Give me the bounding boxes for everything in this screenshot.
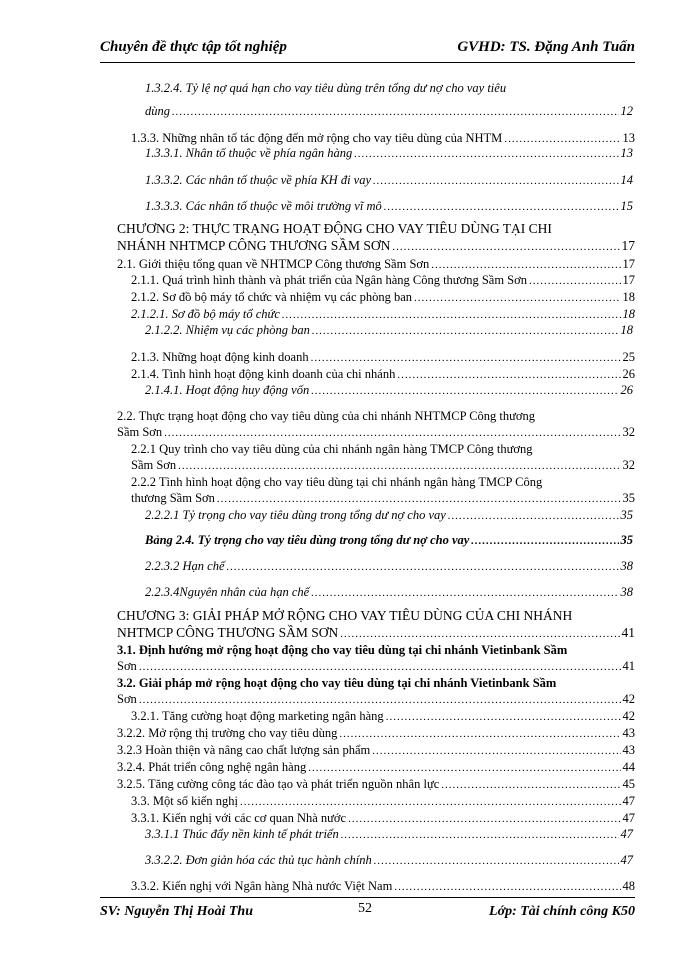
toc-entry[interactable]: 2.1.2.1. Sơ đồ bộ máy tổ chức ..... 18 bbox=[131, 306, 635, 323]
leader-dots bbox=[139, 692, 621, 708]
toc-entry[interactable]: 3.3.2.2. Đơn giản hóa các thủ tục hành chính ..... 47 bbox=[145, 852, 633, 869]
toc-page-number: 42 bbox=[622, 709, 635, 723]
toc-page-number: 14 bbox=[620, 173, 633, 187]
toc-entry[interactable]: 1.3.3.2. Các nhân tố thuộc về phía KH đi vay ..... 14 bbox=[145, 172, 633, 189]
leader-dots bbox=[282, 307, 621, 323]
toc-page-number: 17 bbox=[621, 238, 635, 253]
toc-page-number: 38 bbox=[620, 559, 633, 573]
leader-dots bbox=[312, 323, 619, 339]
toc-entry[interactable]: 2.2.3.2 Hạn chế ..... 38 bbox=[145, 558, 633, 575]
leader-dots bbox=[348, 811, 620, 827]
toc-page-number: 42 bbox=[622, 692, 635, 706]
leader-dots bbox=[431, 257, 620, 273]
toc-page-number: 47 bbox=[620, 853, 633, 867]
toc-entry[interactable]: Sơn ..... 41 bbox=[117, 658, 635, 675]
toc-entry[interactable]: 3.2.2. Mở rộng thị trường cho vay tiêu dùng ..... 43 bbox=[117, 725, 635, 742]
leader-dots bbox=[394, 879, 620, 895]
toc-entry[interactable]: 1.3.3.1. Nhân tố thuộc về phía ngân hàng ..... 13 bbox=[145, 145, 633, 162]
toc-page-number: 32 bbox=[622, 458, 635, 472]
chapter-heading: CHƯƠNG 2: THỰC TRẠNG HOẠT ĐỘNG CHO VAY TIÊU DÙNG TẠI CHI bbox=[117, 221, 552, 236]
toc-page-number: 35 bbox=[620, 508, 633, 522]
header-title: Chuyên đề thực tập tốt nghiệp bbox=[100, 39, 287, 55]
toc-page-number: 15 bbox=[620, 199, 633, 213]
header-advisor: GVHD: TS. Đặng Anh Tuấn bbox=[457, 39, 635, 55]
toc-entry-text: 2.2.2 Tình hình hoạt động cho vay tiêu dùng tại chi nhánh ngân hàng TMCP Công bbox=[131, 475, 543, 489]
toc-entry[interactable]: Sầm Sơn ..... 32 bbox=[131, 457, 635, 474]
toc-page-number: 17 bbox=[622, 273, 635, 287]
leader-dots bbox=[139, 659, 621, 675]
leader-dots bbox=[339, 726, 620, 742]
toc-page-number: 41 bbox=[621, 625, 635, 640]
toc-entry-text: 3.2. Giải pháp mở rộng hoạt động cho vay tiêu dùng tại chi nhánh Vietinbank Sầm bbox=[117, 676, 557, 690]
leader-dots bbox=[373, 173, 618, 189]
toc-page-number: 43 bbox=[622, 743, 635, 757]
toc-entry[interactable]: 3.2.5. Tăng cường công tác đào tạo và phát triển nguồn nhân lực ..... 45 bbox=[117, 776, 635, 793]
toc-page-number: 48 bbox=[622, 879, 635, 893]
toc-entry[interactable]: Sầm Sơn ..... 32 bbox=[117, 424, 635, 441]
leader-dots bbox=[529, 273, 621, 289]
leader-dots bbox=[372, 743, 620, 759]
toc-page-number: 26 bbox=[622, 367, 635, 381]
toc-page-number: 17 bbox=[622, 257, 635, 271]
toc-entry[interactable]: Bảng 2.4. Tỷ trọng cho vay tiêu dùng trong tổng dư nợ cho vay ..... 35 bbox=[145, 532, 633, 549]
leader-dots bbox=[240, 794, 621, 810]
toc-entry[interactable]: NHTMCP CÔNG THƯƠNG SẦM SƠN ..... 41 bbox=[117, 625, 635, 642]
leader-dots bbox=[311, 585, 618, 601]
toc-entry[interactable]: 3.2.1. Tăng cường hoạt động marketing ngân hàng ..... 42 bbox=[131, 708, 635, 725]
footer-class: Lớp: Tài chính công K50 bbox=[489, 904, 635, 919]
leader-dots bbox=[414, 290, 620, 306]
leader-dots bbox=[164, 425, 620, 441]
toc-page-number: 18 bbox=[622, 290, 635, 304]
toc-page-number: 25 bbox=[622, 350, 635, 364]
toc-entry[interactable]: 2.1.4.1. Hoạt động huy động vốn ..... 26 bbox=[145, 382, 633, 399]
leader-dots bbox=[471, 533, 618, 549]
toc-page-number: 13 bbox=[622, 131, 635, 145]
toc-entry[interactable]: 2.1.2. Sơ đồ bộ máy tổ chức và nhiệm vụ các phòng ban ..... 18 bbox=[131, 289, 635, 306]
toc-entry[interactable]: NHÁNH NHTMCP CÔNG THƯƠNG SẦM SƠN ..... 17 bbox=[117, 238, 635, 255]
toc-page-number: 45 bbox=[622, 777, 635, 791]
page-footer bbox=[100, 897, 635, 922]
leader-dots bbox=[374, 853, 619, 869]
leader-dots bbox=[354, 146, 618, 162]
page-number: 52 bbox=[358, 901, 372, 916]
toc-page-number: 32 bbox=[622, 425, 635, 439]
leader-dots bbox=[441, 777, 620, 793]
toc-entry[interactable]: 2.1.2.2. Nhiệm vụ các phòng ban ..... 18 bbox=[145, 322, 633, 339]
toc-entry-text: 1.3.2.4. Tỷ lệ nợ quá hạn cho vay tiêu dùng trên tổng dư nợ cho vay tiêu bbox=[145, 81, 507, 95]
toc-entry[interactable]: 3.2.3 Hoàn thiện và nâng cao chất lượng sản phẩm ..... 43 bbox=[117, 742, 635, 759]
toc-page-number: 18 bbox=[622, 307, 635, 321]
leader-dots bbox=[340, 626, 619, 642]
toc-entry[interactable]: 3.3.1.1 Thúc đẩy nền kinh tế phát triển ..... 47 bbox=[145, 826, 633, 843]
toc-page-number: 35 bbox=[620, 533, 633, 547]
leader-dots bbox=[392, 239, 619, 255]
toc-page-number: 44 bbox=[622, 760, 635, 774]
toc-entry[interactable]: dùng ..... 12 bbox=[145, 103, 633, 120]
toc-entry[interactable]: 2.1.1. Quá trình hình thành và phát triển của Ngân hàng Công thương Sầm Sơn ..... 17 bbox=[131, 272, 635, 289]
leader-dots bbox=[384, 199, 619, 215]
toc-entry[interactable]: 1.3.3.3. Các nhân tố thuộc về môi trường vĩ mô ..... 15 bbox=[145, 198, 633, 215]
toc-entry-text: 2.2. Thực trạng hoạt động cho vay tiêu dùng của chi nhánh NHTMCP Công thương bbox=[117, 409, 536, 423]
toc-page-number: 35 bbox=[622, 491, 635, 505]
leader-dots bbox=[386, 709, 621, 725]
leader-dots bbox=[217, 491, 621, 507]
toc-page-number: 13 bbox=[620, 146, 633, 160]
toc-entry-text: 2.2.1 Quy trình cho vay tiêu dùng của chi nhánh ngân hàng TMCP Công thương bbox=[131, 442, 533, 456]
toc-entry[interactable]: 1.3.3. Những nhân tố tác động đến mở rộng cho vay tiêu dùng của NHTM ..... 13 bbox=[131, 130, 635, 147]
leader-dots bbox=[172, 104, 619, 120]
toc-entry[interactable]: 2.2.2.1 Tỷ trọng cho vay tiêu dùng trong tổng dư nợ cho vay ..... 35 bbox=[145, 507, 633, 524]
toc-page-number: 38 bbox=[620, 585, 633, 599]
toc-entry[interactable]: 3.3.2. Kiến nghị với Ngân hàng Nhà nước Việt Nam ..... 48 bbox=[131, 878, 635, 895]
toc-entry[interactable]: thương Sầm Sơn ..... 35 bbox=[131, 490, 635, 507]
toc-entry[interactable]: 3.3. Một số kiến nghị ..... 47 bbox=[131, 793, 635, 810]
toc-page-number: 18 bbox=[620, 323, 633, 337]
leader-dots bbox=[227, 559, 619, 575]
toc-entry[interactable]: 2.1. Giới thiệu tổng quan về NHTMCP Công thương Sầm Sơn ..... 17 bbox=[117, 256, 635, 273]
toc-entry[interactable]: 3.3.1. Kiến nghị với các cơ quan Nhà nước ..... 47 bbox=[131, 810, 635, 827]
toc-entry[interactable]: 2.1.4. Tình hình hoạt động kinh doanh của chi nhánh ..... 26 bbox=[131, 366, 635, 383]
toc-page-number: 47 bbox=[622, 811, 635, 825]
leader-dots bbox=[308, 760, 620, 776]
leader-dots bbox=[448, 508, 619, 524]
leader-dots bbox=[311, 350, 621, 366]
toc-page-number: 47 bbox=[620, 827, 633, 841]
footer-student: SV: Nguyễn Thị Hoài Thu bbox=[100, 904, 253, 919]
leader-dots bbox=[178, 458, 620, 474]
leader-dots bbox=[341, 827, 619, 843]
toc-entry[interactable]: 2.2.3.4Nguyên nhân của hạn chế ..... 38 bbox=[145, 584, 633, 601]
toc-page-number: 12 bbox=[620, 104, 633, 118]
toc-page-number: 47 bbox=[622, 794, 635, 808]
toc-page-number: 43 bbox=[622, 726, 635, 740]
toc-page-number: 41 bbox=[622, 659, 635, 673]
leader-dots bbox=[397, 367, 620, 383]
toc-entry[interactable]: Sơn ..... 42 bbox=[117, 691, 635, 708]
toc-entry-text: 3.1. Định hướng mở rộng hoạt động cho vay tiêu dùng tại chi nhánh Vietinbank Sầm bbox=[117, 643, 568, 657]
toc-entry[interactable]: 3.2.4. Phát triển công nghệ ngân hàng ..... 44 bbox=[117, 759, 635, 776]
chapter-heading: CHƯƠNG 3: GIẢI PHÁP MỞ RỘNG CHO VAY TIÊU DÙNG CỦA CHI NHÁNH bbox=[117, 608, 573, 623]
leader-dots bbox=[311, 383, 618, 399]
toc-entry[interactable]: 2.1.3. Những hoạt động kinh doanh ..... 25 bbox=[131, 349, 635, 366]
toc-page-number: 26 bbox=[620, 383, 633, 397]
